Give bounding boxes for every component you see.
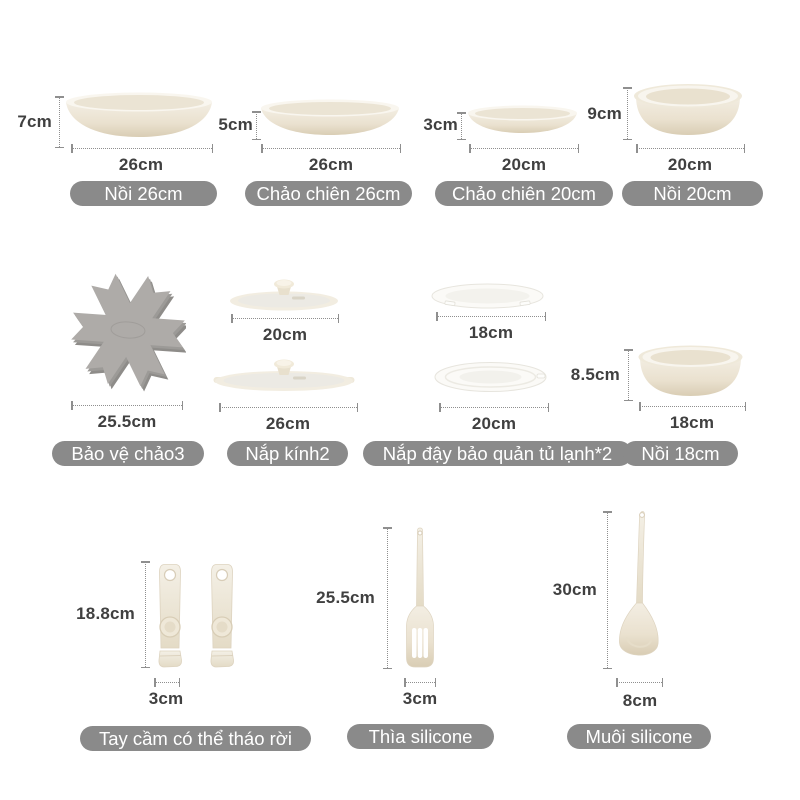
silicone-ladle-image	[615, 508, 663, 668]
ladle-width-line	[617, 682, 662, 683]
glass-lid-26cm-width-line	[220, 407, 357, 408]
fry-pan-20cm-height-line	[461, 113, 462, 139]
pot-26cm-height-label: 7cm	[17, 112, 52, 131]
ladle-height-label: 30cm	[552, 580, 597, 599]
fry-pan-26cm-height-label: 5cm	[218, 115, 253, 134]
pot-18cm-width-line	[640, 406, 745, 407]
spatula-width-label: 3cm	[402, 689, 438, 708]
detachable-handle-right-image	[209, 563, 235, 669]
glass-lid-26cm-width-label: 26cm	[265, 414, 311, 433]
storage-lid-20cm-width-label: 20cm	[471, 414, 517, 433]
pan-protector-width-line	[72, 405, 182, 406]
pot-26cm-image	[63, 92, 215, 142]
fry-pan-20cm-image	[466, 105, 579, 138]
fry-pan-20cm-name-pill: Chảo chiên 20cm	[435, 181, 613, 206]
handle-width-line	[155, 682, 179, 683]
storage-lid-20cm-width-line	[440, 407, 548, 408]
storage-lid-18cm-width-line	[437, 316, 545, 317]
fry-pan-20cm-width-label: 20cm	[501, 155, 547, 174]
glass-lids-name-pill: Nắp kính2	[227, 441, 348, 466]
fry-pan-26cm-height-line	[256, 112, 257, 139]
storage-lid-20cm-image	[434, 361, 547, 393]
handle-height-label: 18.8cm	[76, 604, 135, 623]
storage-lid-18cm-image	[431, 283, 544, 309]
pot-26cm-width-line	[72, 148, 212, 149]
pan-protector-name-pill: Bảo vệ chảo3	[52, 441, 204, 466]
pot-18cm-name-pill: Nồi 18cm	[623, 441, 738, 466]
pot-18cm-height-label: 8.5cm	[570, 365, 620, 384]
fry-pan-26cm-image	[258, 99, 402, 141]
glass-lid-20cm-image	[228, 276, 340, 312]
storage-lid-18cm-width-label: 18cm	[468, 323, 514, 342]
pot-26cm-height-line	[59, 97, 60, 147]
handle-height-line	[145, 562, 146, 667]
spatula-height-label: 25.5cm	[316, 588, 375, 607]
spatula-width-line	[405, 682, 435, 683]
pot-20cm-width-line	[637, 148, 744, 149]
fry-pan-26cm-width-line	[262, 148, 400, 149]
pan-protector-width-label: 25.5cm	[97, 412, 157, 431]
handle-width-label: 3cm	[148, 689, 184, 708]
ladle-width-label: 8cm	[622, 691, 658, 710]
pot-20cm-width-label: 20cm	[667, 155, 713, 174]
pan-protector-image	[70, 268, 186, 392]
pot-20cm-name-pill: Nồi 20cm	[622, 181, 763, 206]
fry-pan-26cm-width-label: 26cm	[308, 155, 354, 174]
pot-18cm-image	[636, 345, 745, 401]
glass-lid-20cm-width-label: 20cm	[262, 325, 308, 344]
ladle-name-pill: Muôi silicone	[567, 724, 711, 749]
pot-18cm-width-label: 18cm	[669, 413, 715, 432]
fry-pan-20cm-height-label: 3cm	[423, 115, 458, 134]
detachable-handle-left-image	[157, 563, 183, 669]
spatula-height-line	[387, 528, 388, 668]
fry-pan-20cm-width-line	[470, 148, 578, 149]
ladle-height-line	[607, 512, 608, 668]
pot-18cm-height-line	[628, 350, 629, 400]
pot-20cm-height-label: 9cm	[587, 104, 622, 123]
glass-lid-20cm-width-line	[232, 318, 338, 319]
pot-20cm-image	[631, 84, 745, 140]
handle-name-pill: Tay cầm có thể tháo rời	[80, 726, 311, 751]
silicone-spatula-image	[404, 527, 436, 673]
pot-26cm-width-label: 26cm	[118, 155, 164, 174]
fry-pan-26cm-name-pill: Chảo chiên 26cm	[245, 181, 412, 206]
spatula-name-pill: Thìa silicone	[347, 724, 494, 749]
pot-26cm-name-pill: Nồi 26cm	[70, 181, 217, 206]
pot-20cm-height-line	[627, 88, 628, 139]
glass-lid-26cm-image	[213, 356, 355, 392]
storage-lids-name-pill: Nắp đậy bảo quản tủ lạnh*2	[363, 441, 632, 466]
